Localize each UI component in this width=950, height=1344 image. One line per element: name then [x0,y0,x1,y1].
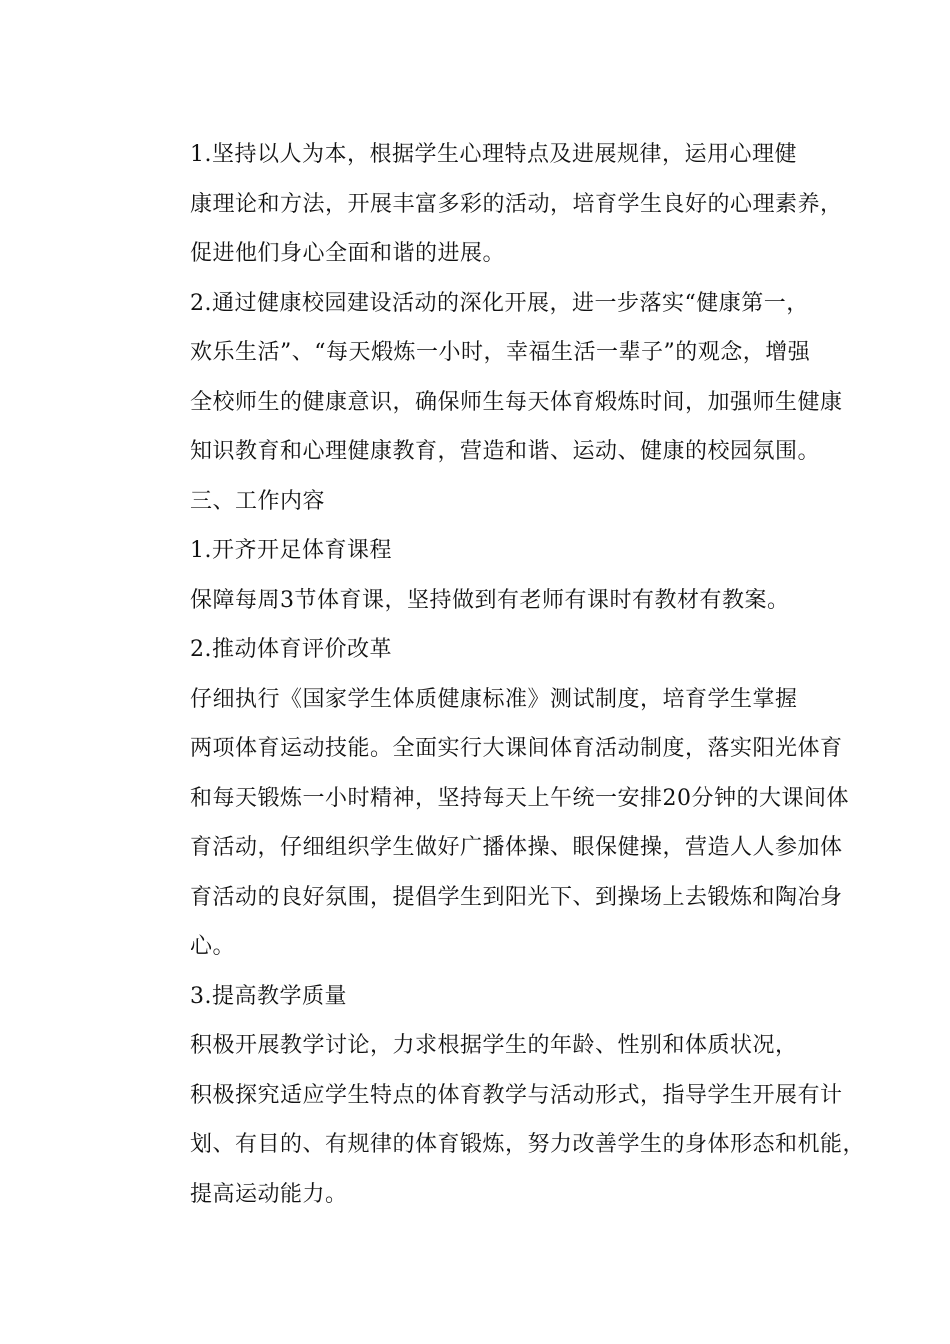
text-line: 知识教育和心理健康教育，营造和谐、运动、健康的校园氛围。 [190,439,821,464]
paragraph-pe-courses [143,576,823,626]
text-line: 两项体育运动技能。全面实行大课间体育活动制度，落实阳光体育 [190,736,843,761]
subheading-teaching-quality [143,972,823,1022]
text-line: 育活动，仔细组织学生做好广播体操、眼保健操，营造人人参加体 [190,835,843,860]
heading-line: 三、工作内容 [190,488,326,514]
paragraph-goal-2 [143,279,843,477]
text-line: 仔细执行《国家学生体质健康标准》测试制度，培育学生掌握 [190,686,798,712]
paragraph-goal-1 [143,130,843,279]
subheading-pe-evaluation [143,625,823,675]
heading-line: 2.推动体育评价改革 [190,637,392,662]
text-line: 积极探究适应学生特点的体育教学与活动形式，指导学生开展有计 [190,1082,843,1108]
text-line: 2.通过健康校园建设活动的深化开展，进一步落实“健康第一， [190,290,809,316]
text-line: 提高运动能力。 [190,1181,348,1207]
paragraph-pe-evaluation [143,675,849,972]
text-line: 积极开展教学讨论，力求根据学生的年龄、性别和体质状况， [190,1033,798,1058]
section-heading-work-content [143,477,823,527]
subheading-pe-courses [143,526,823,576]
text-line: 康理论和方法，开展丰富多彩的活动，培育学生良好的心理素养， [190,191,843,217]
text-line: 划、有目的、有规律的体育锻炼，努力改善学生的身体形态和机能， [190,1132,866,1157]
heading-line: 1.开齐开足体育课程 [190,538,392,563]
text-line: 欢乐生活”、“每天煅炼一小时，幸福生活一辈子”的观念，增强 [190,340,811,365]
heading-line: 3.提高教学质量 [190,983,347,1009]
document-body [143,130,866,1219]
text-line: 育活动的良好氛围，提倡学生到阳光下、到操场上去锻炼和陶冶身 [190,884,843,910]
paragraph-teaching-quality [143,1021,866,1219]
text-line: 保障每周3节体育课，坚持做到有老师有课时有教材有教案。 [190,587,790,613]
text-line: 促进他们身心全面和谐的进展。 [190,241,506,266]
text-line: 和每天锻炼一小时精神，坚持每天上午统一安排20分钟的大课间体 [190,785,849,811]
text-line: 全校师生的健康意识，确保师生每天体育煅炼时间，加强师生健康 [190,389,843,415]
text-line: 1.坚持以人为本，根据学生心理特点及进展规律，运用心理健 [190,142,797,167]
text-line: 心。 [190,934,236,959]
